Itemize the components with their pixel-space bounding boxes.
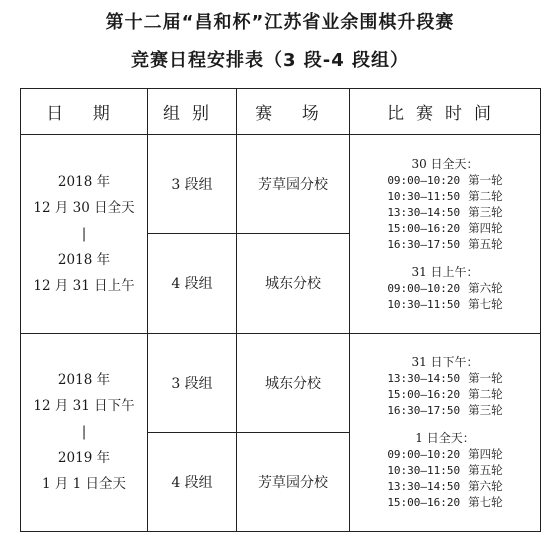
time-slot: [370, 280, 520, 296]
group-cell: 3 段组: [148, 135, 237, 234]
time-slot: [370, 462, 520, 478]
slot-time: 09:00—10:20: [387, 281, 461, 295]
date-end-year: 2018 年: [57, 251, 111, 268]
slot-time: 10:30—11:50: [387, 464, 461, 478]
slot-round: 第三轮: [468, 204, 503, 219]
table-row: [21, 135, 541, 234]
slot-time: 09:00—10:20: [387, 448, 461, 462]
header-row: [21, 89, 541, 135]
slot-round: 第五轮: [468, 236, 503, 251]
time-slot: [370, 236, 520, 252]
venue-cell: 城东分校: [237, 333, 350, 432]
date-end-day: 1 月 1 日全天: [41, 476, 127, 493]
date-start-year: 2018 年: [57, 173, 111, 190]
session-header: 31 日下午：: [411, 355, 479, 370]
session-block: [370, 354, 520, 510]
slot-time: 16:30—17:50: [387, 404, 461, 418]
slot-time: 10:30—11:50: [387, 189, 461, 203]
time-slot: [370, 188, 520, 204]
time-slot: [370, 172, 520, 188]
date-start-year: 2018 年: [57, 372, 111, 389]
slot-time: 15:00—16:20: [387, 388, 461, 402]
time-slot: [370, 204, 520, 220]
slot-time: 15:00—16:20: [387, 496, 461, 510]
slot-round: 第六轮: [468, 280, 503, 295]
date-start-day: 12 月 31 日下午: [33, 398, 135, 415]
table-row: [21, 333, 541, 432]
slot-time: 13:30—14:50: [387, 372, 461, 386]
time-slot: [370, 446, 520, 462]
session-header: 30 日全天：: [411, 156, 479, 171]
slot-round: 第二轮: [468, 387, 503, 402]
time-slot: [370, 386, 520, 402]
date-separator: |: [81, 424, 87, 441]
slot-round: 第五轮: [468, 463, 503, 478]
date-start-day: 12 月 30 日全天: [33, 199, 135, 216]
slot-time: 15:00—16:20: [387, 221, 461, 235]
venue-cell: 芳草园分校: [237, 432, 350, 531]
slot-round: 第三轮: [468, 403, 503, 418]
slot-round: 第一轮: [468, 172, 503, 187]
slot-time: 10:30—11:50: [387, 297, 461, 311]
time-cell: [350, 135, 541, 334]
date-end-year: 2019 年: [57, 450, 111, 467]
session-header: 31 日上午：: [411, 264, 479, 279]
slot-round: 第四轮: [468, 220, 503, 235]
time-cell: [350, 333, 541, 532]
venue-cell: 芳草园分校: [237, 135, 350, 234]
header-group: 组别: [148, 89, 237, 135]
time-slot: [370, 220, 520, 236]
time-slot: [370, 402, 520, 418]
document-subtitle: 竞赛日程安排表（3 段-4 段组）: [130, 50, 410, 71]
slot-time: 09:00—10:20: [387, 173, 461, 187]
slot-round: 第七轮: [468, 296, 503, 311]
session-block: [370, 156, 520, 312]
date-cell: [21, 135, 148, 334]
time-slot: [370, 296, 520, 312]
slot-time: 13:30—14:50: [387, 480, 461, 494]
slot-round: 第四轮: [468, 447, 503, 462]
group-cell: 4 段组: [148, 432, 237, 531]
schedule-table: [20, 88, 541, 532]
header-date: 日 期: [21, 89, 148, 135]
slot-time: 13:30—14:50: [387, 205, 461, 219]
slot-round: 第一轮: [468, 371, 503, 386]
document-title: 第十二届“昌和杯”江苏省业余围棋升段赛: [105, 12, 455, 33]
group-cell: 4 段组: [148, 234, 237, 333]
slot-time: 16:30—17:50: [387, 237, 461, 251]
venue-cell: 城东分校: [237, 234, 350, 333]
session-header: 1 日全天：: [415, 431, 475, 446]
slot-round: 第七轮: [468, 495, 503, 510]
time-slot: [370, 494, 520, 510]
slot-round: 第二轮: [468, 188, 503, 203]
date-end-day: 12 月 31 日上午: [33, 277, 135, 294]
group-cell: 3 段组: [148, 333, 237, 432]
date-separator: |: [81, 225, 87, 242]
slot-round: 第六轮: [468, 479, 503, 494]
header-venue: 赛 场: [237, 89, 350, 135]
time-slot: [370, 478, 520, 494]
date-cell: [21, 333, 148, 532]
time-slot: [370, 370, 520, 386]
header-time: 比赛时间: [350, 89, 541, 135]
